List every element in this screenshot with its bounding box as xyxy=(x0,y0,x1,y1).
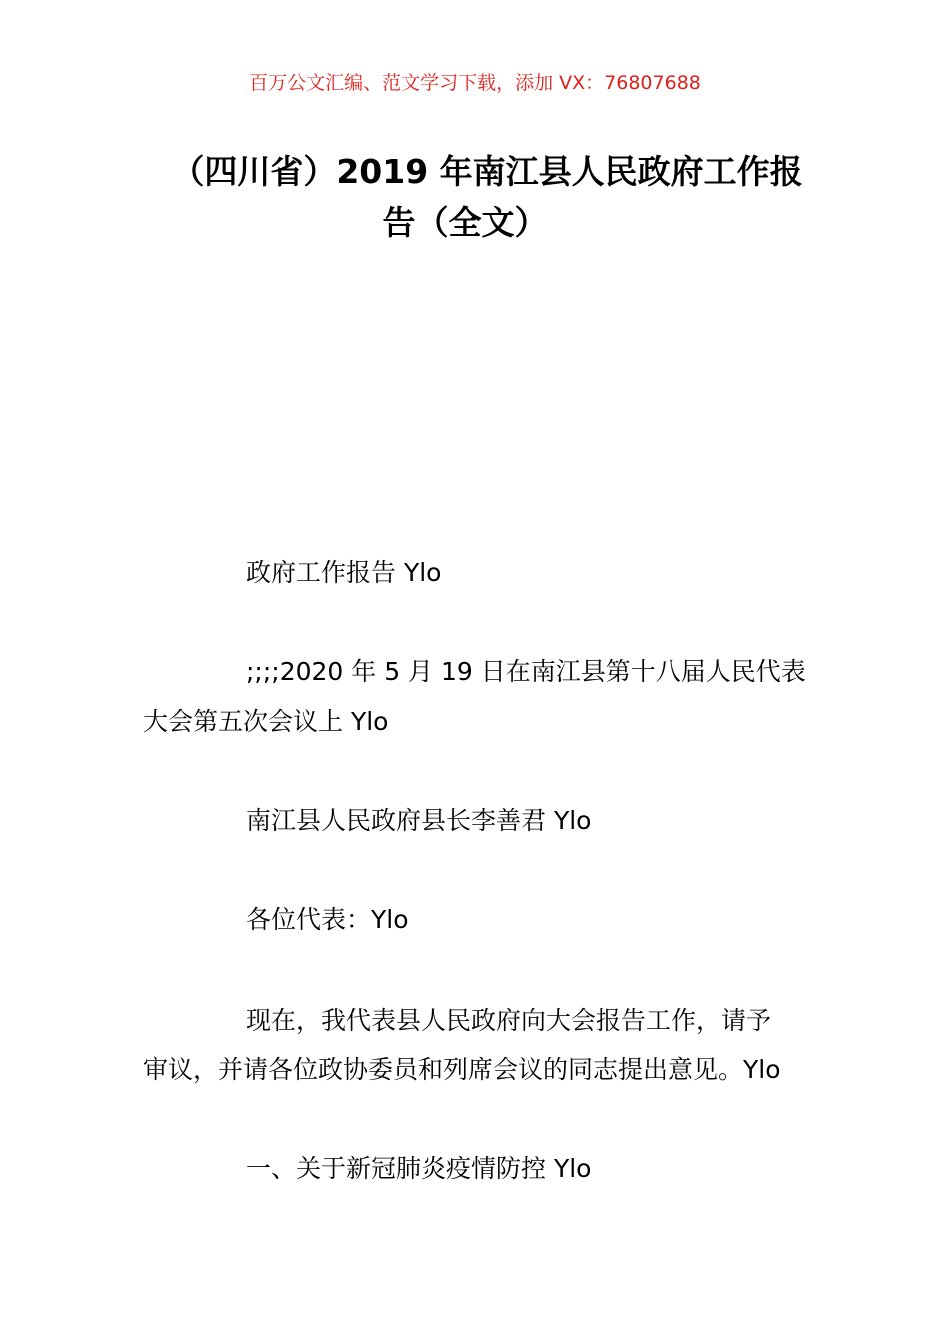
document-title-line-1: （四川省）2019 年南江县人民政府工作报 xyxy=(171,152,803,191)
paragraph-report-heading: 政府工作报告 Ylo xyxy=(246,558,442,587)
paragraph-intro-line-2: 审议，并请各位政协委员和列席会议的同志提出意见。Ylo xyxy=(143,1055,781,1084)
paragraph-meeting-date-line-2: 大会第五次会议上 Ylo xyxy=(143,707,389,736)
header-banner: 百万公文汇编、范文学习下载，添加 VX：76807688 xyxy=(249,72,701,94)
document-title-line-2: 告（全文） xyxy=(382,203,548,242)
paragraph-speaker: 南江县人民政府县长李善君 Ylo xyxy=(246,806,592,835)
section-heading-covid: 一、关于新冠肺炎疫情防控 Ylo xyxy=(246,1154,592,1183)
paragraph-meeting-date-line-1: ;;;;2020 年 5 月 19 日在南江县第十八届人民代表 xyxy=(246,657,806,686)
paragraph-intro-line-1: 现在，我代表县人民政府向大会报告工作，请予 xyxy=(246,1006,772,1035)
paragraph-salutation: 各位代表：Ylo xyxy=(246,905,409,934)
